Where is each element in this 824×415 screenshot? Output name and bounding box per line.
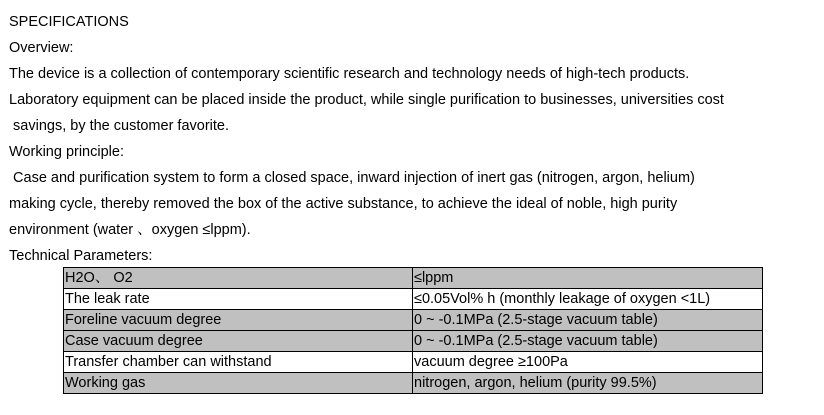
table-row <box>64 289 763 310</box>
parameter-name-cell: Case vacuum degree <box>64 331 413 352</box>
overview-text-line-1: The device is a collection of contemporary scientific research and technology needs of high-tech products. <box>9 66 690 82</box>
overview-heading: Overview: <box>9 40 74 56</box>
technical-parameters-heading: Technical Parameters: <box>9 248 153 264</box>
page-title: SPECIFICATIONS <box>9 14 129 30</box>
table-row <box>64 352 763 373</box>
working-principle-line-1: Case and purification system to form a closed space, inward injection of inert gas (nitrogen, argon, helium) <box>9 170 695 186</box>
working-principle-heading: Working principle: <box>9 144 124 160</box>
parameter-value-cell: ≤0.05Vol% h (monthly leakage of oxygen <1L) <box>413 289 763 310</box>
technical-parameters-table <box>63 267 763 394</box>
working-principle-line-3: environment (water 、oxygen ≤lppm). <box>9 222 251 238</box>
overview-text-line-2: Laboratory equipment can be placed inside the product, while single purification to businesses, universities cost <box>9 92 724 108</box>
parameter-value-cell: 0 ~ -0.1MPa (2.5-stage vacuum table) <box>413 310 763 331</box>
parameter-value-cell: nitrogen, argon, helium (purity 99.5%) <box>413 373 763 394</box>
overview-text-line-3: savings, by the customer favorite. <box>9 118 230 134</box>
parameter-name-cell: Working gas <box>64 373 413 394</box>
table-row <box>64 268 763 289</box>
specifications-document <box>9 9 814 269</box>
parameter-name-cell: H2O、 O2 <box>64 268 413 289</box>
table-row <box>64 331 763 352</box>
parameter-value-cell: vacuum degree ≥100Pa <box>413 352 763 373</box>
parameter-value-cell: 0 ~ -0.1MPa (2.5-stage vacuum table) <box>413 331 763 352</box>
parameter-name-cell: The leak rate <box>64 289 413 310</box>
table-row <box>64 310 763 331</box>
parameter-name-cell: Foreline vacuum degree <box>64 310 413 331</box>
working-principle-line-2: making cycle, thereby removed the box of the active substance, to achieve the ideal of noble, high purity <box>9 196 678 212</box>
table-row <box>64 373 763 394</box>
parameter-name-cell: Transfer chamber can withstand <box>64 352 413 373</box>
parameter-value-cell: ≤lppm <box>413 268 763 289</box>
